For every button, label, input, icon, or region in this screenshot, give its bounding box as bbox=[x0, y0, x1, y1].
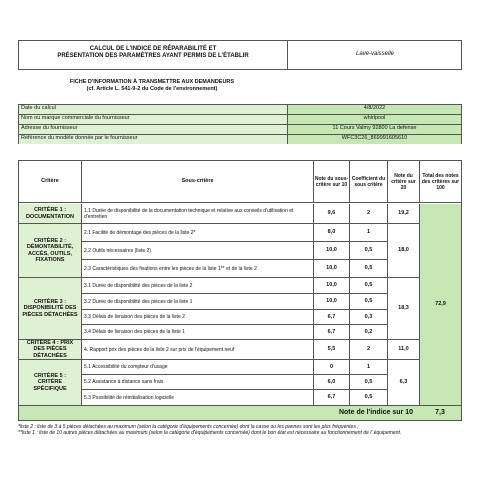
sub-criterion-row bbox=[81, 204, 387, 224]
criterion-5: CRITÈRE 5 : CRITÈRE SPÉCIFIQUE bbox=[19, 360, 81, 406]
sub-criterion-row bbox=[81, 294, 387, 310]
header-critere: Critère bbox=[41, 178, 59, 185]
footnote-1: *liste 2 : liste de 3 à 5 pièces détachées au maximum (selon la catégorie d'équipements concernée) dont la casse ou les pannes sont les plus fréquentes ; bbox=[18, 424, 359, 430]
header-title-line2: PRÉSENTATION DES PARAMÈTRES AYANT PERMIS DE L'ÉTABLIR bbox=[57, 53, 249, 59]
criterion-note-2: 18,0 bbox=[387, 224, 419, 278]
sub-criterion-coef: 0,5 bbox=[349, 390, 387, 405]
sub-criterion-note: 10,0 bbox=[313, 242, 349, 259]
header-title bbox=[19, 46, 287, 60]
sub-criterion-note: 10,0 bbox=[313, 278, 349, 293]
sub-criterion-coef: 0,5 bbox=[349, 375, 387, 389]
total-value: 72,9 bbox=[419, 204, 461, 406]
sub-criterion-note: 0 bbox=[313, 360, 349, 374]
criterion-note-4: 11,0 bbox=[387, 340, 419, 360]
sub-criterion-label: 3.2 Durée de disponibilité des pièces de la liste 1 bbox=[81, 294, 313, 309]
sub-criterion-note: 10,0 bbox=[313, 294, 349, 309]
sub-criterion-note: 6,7 bbox=[313, 390, 349, 405]
sub-criterion-row bbox=[81, 340, 387, 360]
sub-criterion-coef: 0,5 bbox=[349, 242, 387, 259]
product-type: Lave-vaisselle bbox=[355, 51, 395, 57]
info-label: Référence du modèle donnée par le fournisseur bbox=[19, 135, 287, 144]
sub-criterion-row bbox=[81, 325, 387, 340]
header-coefficient: Coefficient du sous critère bbox=[349, 161, 387, 202]
sub-criterion-label: 5.3 Possibilité de réinitialisation logicielle bbox=[81, 390, 313, 405]
info-value: 4/8/2022 bbox=[287, 105, 461, 114]
footer-row bbox=[19, 406, 461, 420]
sub-criterion-row bbox=[81, 375, 387, 390]
footer-value: 7,3 bbox=[435, 409, 445, 416]
info-value: whirlpool bbox=[287, 115, 461, 124]
criterion-3: CRITÈRE 3 : DISPONIBILITÉ DES PIÈCES DÉTACHÉES bbox=[19, 278, 81, 340]
fiche-line2: (cf. Article L. 541-9-2 du Code de l'environnement) bbox=[86, 85, 218, 92]
info-row bbox=[19, 115, 461, 125]
sub-criterion-row bbox=[81, 242, 387, 260]
sub-criterion-label: 3.3 Délais de livraison des pièces de la liste 2 bbox=[81, 310, 313, 324]
header-note-critere: Note du critère sur 20 bbox=[387, 161, 419, 202]
info-table bbox=[18, 104, 462, 144]
sub-criterion-label: 5.1 Accessibilité du compteur d'usage bbox=[81, 360, 313, 374]
sub-criterion-label: 4. Rapport prix des pièces de la liste 2 sur prix de l'équipement neuf bbox=[81, 340, 313, 359]
sub-criterion-coef: 1 bbox=[349, 224, 387, 241]
sub-criterion-label: 2.2 Outils nécessaires (liste 2) bbox=[81, 242, 313, 259]
table-header-row bbox=[19, 161, 461, 203]
info-label: Date du calcul bbox=[19, 105, 287, 114]
sub-criterion-row bbox=[81, 278, 387, 294]
footnote-2: **liste 1 : liste de 10 autres pièces détachées au maximum (selon la catégorie d'équipements concernée) dont le bon état est nécessaire au fonctionnement de l' équipement. bbox=[18, 430, 402, 436]
fiche-line1: FICHE D'INFORMATION À TRANSMETTRE AUX DEMANDEURS bbox=[69, 79, 235, 85]
criterion-note-5: 6,3 bbox=[387, 360, 419, 406]
fiche-block bbox=[18, 79, 286, 92]
sub-criterion-coef: 1 bbox=[349, 360, 387, 374]
sub-criterion-row bbox=[81, 390, 387, 406]
sub-criterion-label: 1.1 Durée de disponibilité de la documentation technique et relative aux conseils d'utilisation et d'entretien bbox=[81, 204, 313, 223]
header-title-line1: CALCUL DE L'INDICE DE RÉPARABILITÉ ET bbox=[89, 46, 217, 52]
sub-criterion-row bbox=[81, 224, 387, 242]
sub-criterion-note: 10,0 bbox=[313, 260, 349, 277]
sub-criterion-coef: 0,5 bbox=[349, 294, 387, 309]
footnotes bbox=[18, 424, 462, 436]
main-table bbox=[18, 160, 462, 421]
info-label: Nom ou marque commerciale du fournisseur bbox=[19, 115, 287, 124]
sub-criterion-row bbox=[81, 260, 387, 278]
criterion-note-3: 18,3 bbox=[387, 278, 419, 340]
info-value: WFC3C26_869991605610 bbox=[287, 135, 461, 144]
sub-criterion-coef: 2 bbox=[349, 340, 387, 359]
sub-criterion-coef: 0,5 bbox=[349, 278, 387, 293]
header-divider bbox=[287, 41, 288, 69]
footer-label: Note de l'indice sur 10 bbox=[338, 409, 413, 416]
criterion-1: CRITÈRE 1 : DOCUMENTATION bbox=[19, 204, 81, 224]
sub-criterion-label: 3.4 Délais de livraison des pièces de la liste 1 bbox=[81, 325, 313, 339]
sub-criterion-label: 2.3 Caractéristiques des fixations entre les pièces de la liste 1** et de la liste 2 bbox=[81, 260, 313, 277]
sub-criterion-coef: 0,3 bbox=[349, 310, 387, 324]
sub-criterion-note: 6,0 bbox=[313, 375, 349, 389]
sub-criterion-coef: 2 bbox=[349, 204, 387, 223]
header-total: Total des notes des critères sur 100 bbox=[419, 161, 461, 202]
header-note-sous: Note du sous-critère sur 10 bbox=[313, 161, 349, 202]
criterion-2: CRITÈRE 2 : DÉMONTABILITÉ, ACCÈS, OUTILS, FIXATIONS bbox=[19, 224, 81, 278]
criterion-note-1: 19,2 bbox=[387, 204, 419, 224]
sub-criterion-note: 8,0 bbox=[313, 224, 349, 241]
sub-criterion-row bbox=[81, 310, 387, 325]
info-row bbox=[19, 125, 461, 135]
header-block bbox=[18, 40, 462, 70]
sub-criterion-label: 3.1 Durée de disponibilité des pièces de la liste 2 bbox=[81, 278, 313, 293]
sub-criterion-label: 2.1 Facilité de démontage des pièces de la liste 2* bbox=[81, 224, 313, 241]
sub-criterion-note: 9,6 bbox=[313, 204, 349, 223]
sub-criterion-note: 6,7 bbox=[313, 325, 349, 339]
info-label: Adresse du fournisseur bbox=[19, 125, 287, 134]
sub-criterion-note: 5,5 bbox=[313, 340, 349, 359]
sub-criterion-label: 5.2 Assistance à distance sans frais bbox=[81, 375, 313, 389]
sub-criterion-coef: 0,5 bbox=[349, 260, 387, 277]
info-value: 11 Cours Valmy 92800 La defense bbox=[287, 125, 461, 134]
criterion-4: CRITÈRE 4 : PRIX DES PIÈCES DÉTACHÉES bbox=[19, 340, 81, 360]
sub-criterion-note: 6,7 bbox=[313, 310, 349, 324]
sub-criterion-row bbox=[81, 360, 387, 375]
info-row bbox=[19, 105, 461, 115]
sub-criterion-coef: 0,2 bbox=[349, 325, 387, 339]
info-row bbox=[19, 135, 461, 144]
header-sous-critere: Sous-critère bbox=[81, 161, 313, 202]
